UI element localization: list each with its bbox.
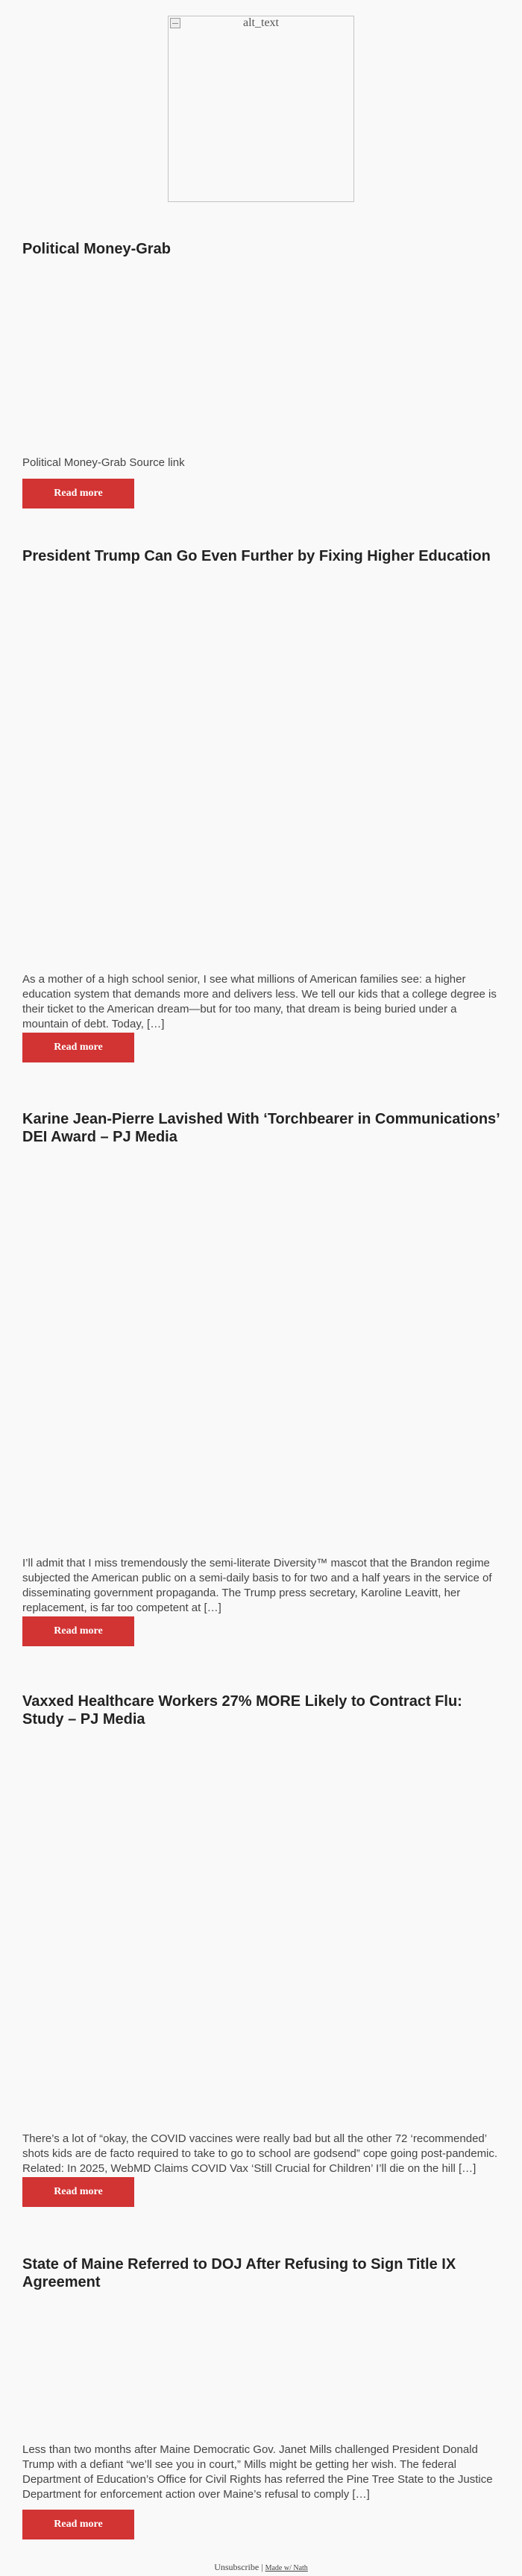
read-more-button[interactable]: Read more: [22, 479, 134, 508]
read-more-button[interactable]: Read more: [22, 1033, 134, 1062]
article-excerpt: I’ll admit that I miss tremendously the semi-literate Diversity™ mascot that the Brandon regime subjected the American public on a semi-daily basis to for two and a half years in the service of disseminating government propaganda. The Trump press secretary, Karoline Leavitt, her replacement, is far too competent at […]: [22, 1557, 492, 1614]
article-4-body: [22, 2132, 500, 2197]
article-title: President Trump Can Go Even Further by Fixing Higher Education: [22, 548, 491, 564]
article-excerpt: As a mother of a high school senior, I see what millions of American families see: a higher education system that demands more and delivers less. We tell our kids that a college degree is their ticket to the American dream—but for too many, that dream is being buried under a mountain of debt. Today, […]: [22, 973, 497, 1030]
unsubscribe-link[interactable]: Unsubscribe: [214, 2562, 260, 2572]
article-2-body: [22, 972, 500, 1053]
article-5-body: [22, 2443, 500, 2530]
article-title: State of Maine Referred to DOJ After Refusing to Sign Title IX Agreement: [22, 2256, 456, 2290]
read-more-button[interactable]: Read more: [22, 2510, 134, 2539]
article-5: [22, 2255, 500, 2291]
read-more-button[interactable]: Read more: [22, 1616, 134, 1646]
article-2: [22, 547, 500, 565]
article-title: Vaxxed Healthcare Workers 27% MORE Likely to Contract Flu: Study – PJ Media: [22, 1693, 462, 1728]
logo-image: [168, 16, 354, 202]
article-3-body: [22, 1556, 500, 1637]
article-excerpt: Less than two months after Maine Democratic Gov. Janet Mills challenged President Donald Trump with a defiant “we’ll see you in court,” Mills might be getting her wish. The federal Department of Education’s Office for Civil Rights has referred the Pine Tree State to the Justice Department for enforcement action over Maine’s refusal to comply […]: [22, 2443, 493, 2501]
header: [0, 16, 522, 202]
footer: [0, 2562, 522, 2574]
article-excerpt: There’s a lot of “okay, the COVID vaccines were really bad but all the other 72 ‘recommended’ shots kids are de facto required to take to go to school are godsend” cope going post-pandemic. Related: In 2025, WebMD Claims COVID Vax ‘Still Crucial for Children’ I’ll die on the hill […]: [22, 2132, 498, 2175]
read-more-button[interactable]: Read more: [22, 2177, 134, 2207]
article-title: Political Money-Grab: [22, 241, 171, 257]
article-4: [22, 1692, 500, 1728]
article-title: Karine Jean-Pierre Lavished With ‘Torchbearer in Communications’ DEI Award – PJ Media: [22, 1111, 500, 1145]
made-with-link[interactable]: Made w/ Nath: [265, 2564, 308, 2572]
article-3: [22, 1110, 500, 1146]
article-1: [22, 240, 500, 258]
footer-separator: |: [259, 2562, 265, 2572]
logo-alt-text: alt_text: [243, 16, 279, 29]
article-1-body: [22, 456, 500, 499]
article-excerpt: Political Money-Grab Source link: [22, 456, 185, 469]
